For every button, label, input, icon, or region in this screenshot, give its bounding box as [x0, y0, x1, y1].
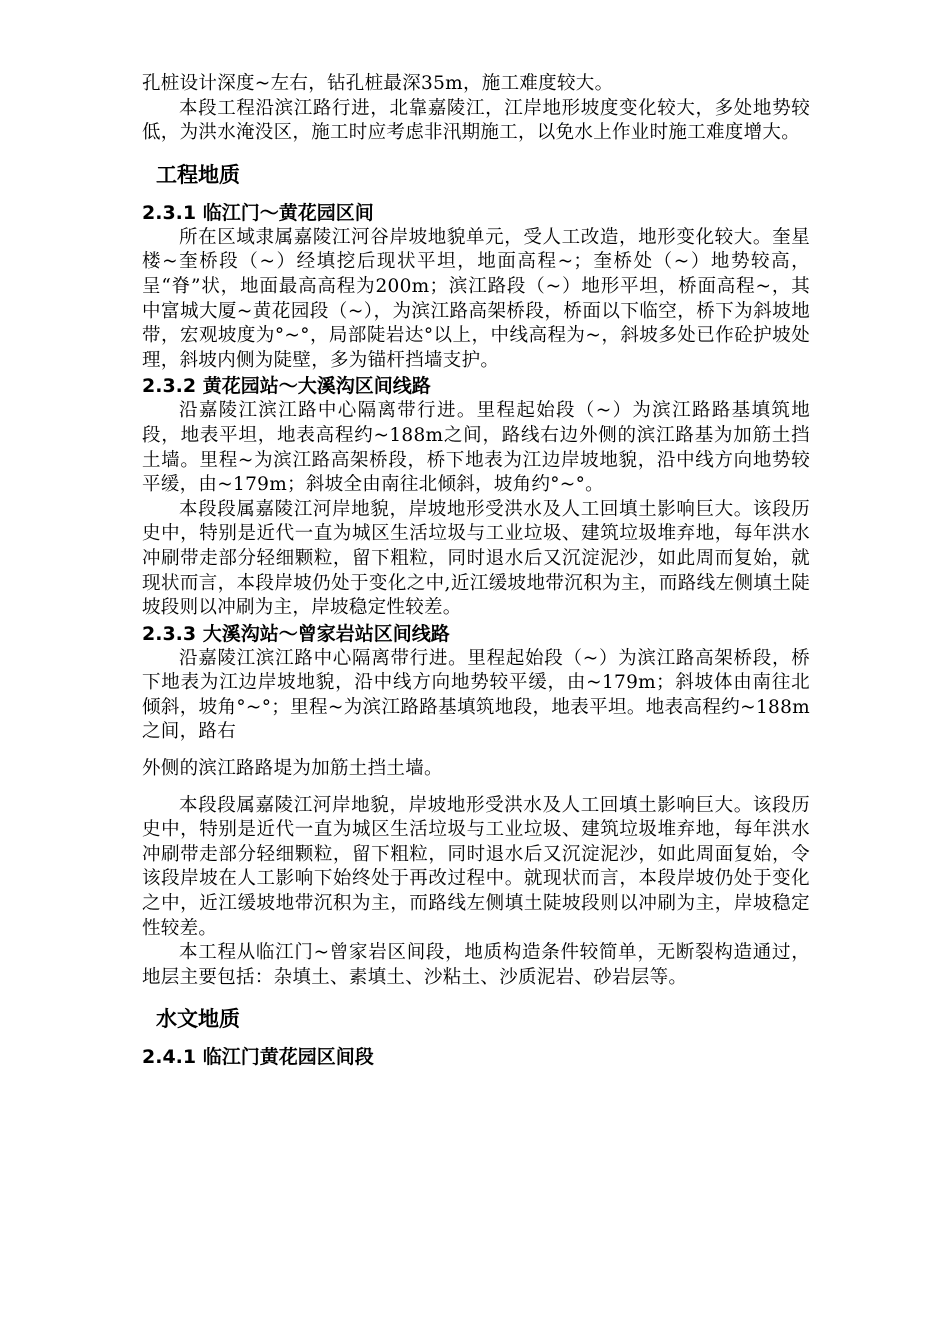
paragraph: 本工程从临江门~曾家岩区间段，地质构造条件较简单，无断裂构造通过，地层主要包括：杂填土、素填土、沙粘土、沙质泥岩、砂岩层等。	[142, 942, 810, 988]
paragraph: 本段工程沿滨江路行进，北靠嘉陵江，江岸地形坡度变化较大，多处地势较低，为洪水淹没区，施工时应考虑非汛期施工，以免水上作业时施工难度增大。	[142, 97, 810, 144]
subsection-heading-2-3-3: 2.3.3 大溪沟站～曾家岩站区间线路	[142, 622, 450, 645]
paragraph: 所在区域隶属嘉陵江河谷岸坡地貌单元，受人工改造，地形变化较大。奎星楼~奎桥段（~）经填挖后现状平坦，地面高程~；奎桥处（~）地势较高，呈“脊”状，地面最高高程为200m；滨江路段（~）地形平坦，桥面高程~，其中富城大厦~黄花园段（~），为滨江路高架桥段，桥面以下临空，桥下为斜坡地带，宏观坡度为°~°，局部陡岩达°以上，中线高程为~，斜坡多处已作砼护坡处理，斜坡内侧为陡壁，多为锚杆挡墙支护。	[142, 226, 810, 371]
paragraph: 沿嘉陵江滨江路中心隔离带行进。里程起始段（~）为滨江路路基填筑地段，地表平坦，地表高程约~188m之间，路线右边外侧的滨江路基为加筋土挡土墙。里程~为滨江路高架桥段，桥下地表为江边岸坡地貌，沿中线方向地势较平缓，由~179m；斜坡全由南往北倾斜，坡角约°~°。	[142, 400, 810, 496]
subsection-heading-2-3-2: 2.3.2 黄花园站～大溪沟区间线路	[142, 375, 431, 398]
paragraph: 沿嘉陵江滨江路中心隔离带行进。里程起始段（~）为滨江路高架桥段，桥下地表为江边岸坡地貌，沿中线方向地势较平缓，由~179m；斜坡体由南往北倾斜，坡角°~°；里程~为滨江路路基填筑地段，地表平坦。地表高程约~188m之间，路右	[142, 647, 810, 743]
document-body	[142, 72, 810, 1070]
paragraph: 本段段属嘉陵江河岸地貌，岸坡地形受洪水及人工回填土影响巨大。该段历史中，特别是近代一直为城区生活垃圾与工业垃圾、建筑垃圾堆弃地，每年洪水冲刷带走部分轻细颗粒，留下粗粒，同时退水后又沉淀泥沙，如此周面复始，令该段岸坡在人工影响下始终处于再改过程中。就现状而言，本段岸坡仍处于变化之中，近江缓坡地带沉积为主，而路线左侧填土陡坡段则以冲刷为主，岸坡稳定性较差。	[142, 794, 810, 939]
paragraph: 外侧的滨江路路堤为加筋土挡土墙。	[142, 758, 443, 780]
subsection-heading-2-3-1: 2.3.1 临江门～黄花园区间	[142, 201, 374, 224]
section-heading-hydrogeology: 水文地质	[156, 1007, 240, 1032]
paragraph: 本段段属嘉陵江河岸地貌，岸坡地形受洪水及人工回填土影响巨大。该段历史中，特别是近代一直为城区生活垃圾与工业垃圾、建筑垃圾堆弃地，每年洪水冲刷带走部分轻细颗粒，留下粗粒，同时退水后又沉淀泥沙，如此周而复始，就现状而言，本段岸坡仍处于变化之中,近江缓坡地带沉积为主，而路线左侧填土陡坡段则以冲刷为主，岸坡稳定性较差。	[142, 498, 810, 619]
subsection-heading-2-4-1: 2.4.1 临江门黄花园区间段	[142, 1046, 374, 1069]
section-heading-engineering-geology: 工程地质	[156, 162, 240, 187]
paragraph: 孔桩设计深度~左右，钻孔桩最深35m，施工难度较大。	[142, 73, 614, 94]
